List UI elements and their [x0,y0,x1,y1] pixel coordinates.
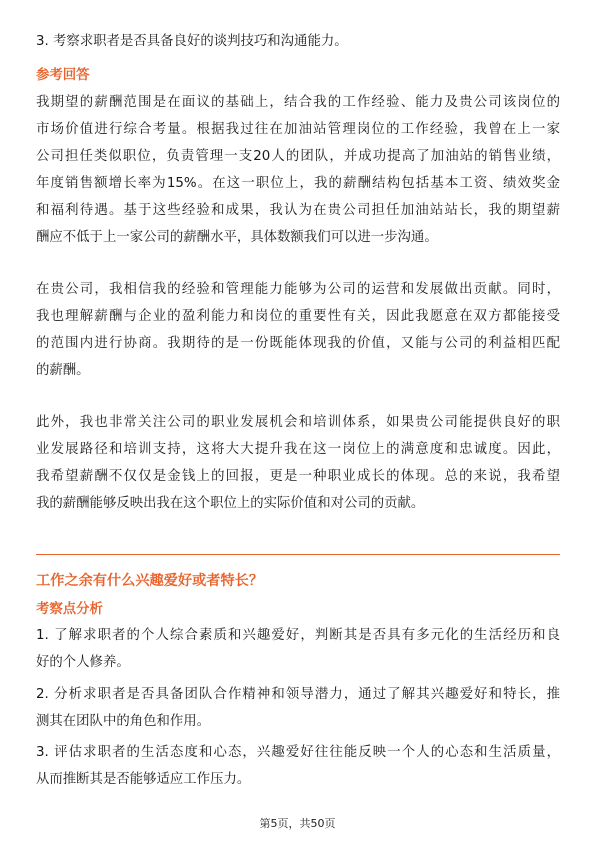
answer-para1-line: 酬应不低于上一家公司的薪酬水平，具体数额我们可以进一步沟通。 [36,230,438,245]
question-title: 工作之余有什么兴趣爱好或者特长？ [36,573,264,589]
answer-para2-line: 在贵公司，我相信我的经验和管理能力能够为公司的运营和发展做出贡献。同时， [36,282,560,297]
analysis-line: 3. 评估求职者的生活态度和心态，兴趣爱好往往能反映一个人的心态和生活质量， [36,745,560,760]
analysis-line: 1. 了解求职者的个人综合素质和兴趣爱好，判断其是否具有多元化的生活经历和良 [36,628,560,643]
analysis-heading: 考察点分析 [36,602,103,617]
answer-para3-line: 我的薪酬能够反映出我在这个职位上的实际价值和对公司的贡献。 [36,496,425,511]
answer-para1-line: 和福利待遇。基于这些经验和成果，我认为在贵公司担任加油站站长，我的期望薪 [36,203,560,218]
answer-para1-line: 市场价值进行综合考量。根据我过往在加油站管理岗位的工作经验，我曾在上一家 [36,122,560,137]
section-divider [36,554,560,555]
page-number: 第5页，共50页 [259,817,336,830]
answer-heading: 参考回答 [36,68,90,83]
criteria-item-3: 3. 考察求职者是否具备良好的谈判技巧和沟通能力。 [36,34,348,49]
answer-para3-line: 业发展路径和培训支持，这将大大提升我在这一岗位上的满意度和忠诚度。因此， [36,442,560,457]
analysis-line: 从而推断其是否能够适应工作压力。 [36,772,251,787]
answer-para2-line: 我也理解薪酬与企业的盈利能力和岗位的重要性有关，因此我愿意在双方都能接受 [36,309,560,324]
answer-para1-line: 公司担任类似职位，负责管理一支20人的团队，并成功提高了加油站的销售业绩， [36,149,560,164]
answer-para1-line: 我期望的薪酬范围是在面议的基础上，结合我的工作经验、能力及贵公司该岗位的 [36,95,560,110]
answer-para2-line: 的薪酬。 [36,363,90,378]
answer-para3-line: 我希望薪酬不仅仅是金钱上的回报，更是一种职业成长的体现。总的来说，我希望 [36,469,560,484]
answer-para1-line: 年度销售额增长率为15%。在这一职位上，我的薪酬结构包括基本工资、绩效奖金 [36,176,560,191]
analysis-line: 2. 分析求职者是否具备团队合作精神和领导潜力，通过了解其兴趣爱好和特长，推 [36,687,560,702]
analysis-line: 测其在团队中的角色和作用。 [36,714,211,729]
analysis-line: 好的个人修养。 [36,655,130,670]
answer-para3-line: 此外，我也非常关注公司的职业发展机会和培训体系，如果贵公司能提供良好的职 [36,415,560,430]
answer-para2-line: 的范围内进行协商。我期待的是一份既能体现我的价值，又能与公司的利益相匹配 [36,336,560,351]
